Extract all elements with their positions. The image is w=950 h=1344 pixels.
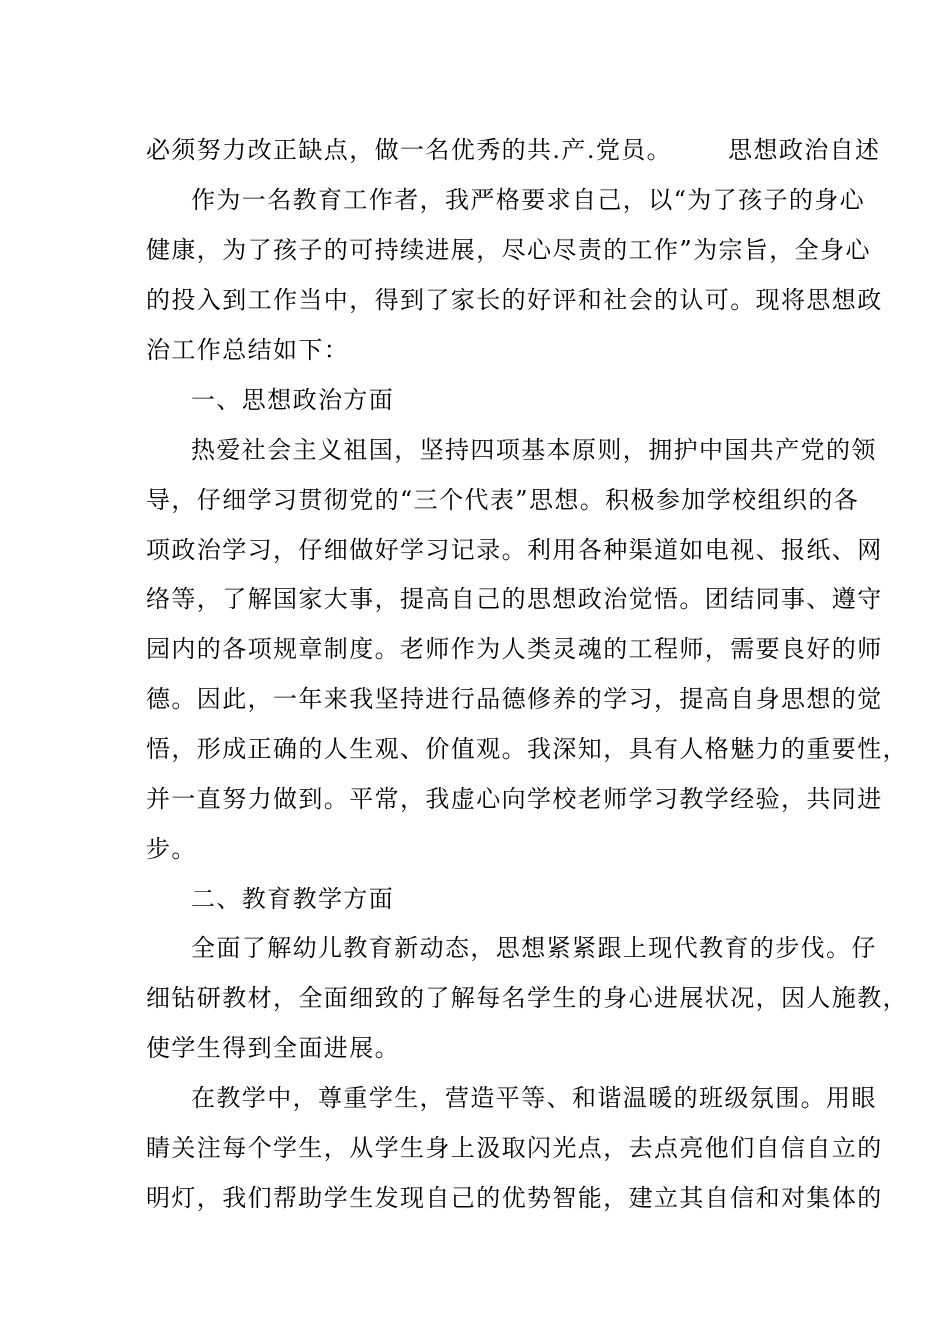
text-line: 并一直努力做到。平常，我虚心向学校老师学习教学经验，共同进 [146,785,883,813]
text-line: 项政治学习，仔细做好学习记录。利用各种渠道如电视、报纸、网 [146,536,883,564]
section-heading: 二、教育教学方面 [191,885,395,913]
document-title: 思想政治自述 [728,136,881,164]
text-line: 治工作总结如下： [146,336,350,364]
paragraph-first-line: 热爱社会主义祖国，坚持四项基本原则，拥护中国共产党的领 [191,436,877,464]
text-line: 络等，了解国家大事，提高自己的思想政治觉悟。团结同事、遵守 [146,585,883,613]
paragraph-first-line: 作为一名教育工作者，我严格要求自己，以“为了孩子的身心 [191,186,866,214]
paragraph-first-line: 在教学中，尊重学生，营造平等、和谐温暖的班级氛围。用眼 [191,1084,877,1112]
text-line: 明灯，我们帮助学生发现自己的优势智能，建立其自信和对集体的 [146,1184,883,1212]
text-line: 园内的各项规章制度。老师作为人类灵魂的工程师，需要良好的师 [146,635,883,663]
paragraph-first-line: 全面了解幼儿教育新动态，思想紧紧跟上现代教育的步伐。仔 [191,934,877,962]
text-line [146,135,880,165]
text-line: 睛关注每个学生，从学生身上汲取闪光点，去点亮他们自信自立的 [146,1134,883,1162]
text-line: 导，仔细学习贯彻党的“三个代表”思想。积极参加学校组织的各 [146,486,860,514]
text-line: 健康，为了孩子的可持续进展，尽心尽责的工作”为宗旨，全身心 [146,236,871,264]
text-line: 使学生得到全面进展。 [146,1034,400,1062]
text-line: 细钻研教材，全面细致的了解每名学生的身心进展状况，因人施教， [146,984,908,1012]
text-line: 悟，形成正确的人生观、价值观。我深知，具有人格魅力的重要性， [146,735,908,763]
section-heading: 一、思想政治方面 [191,386,395,414]
text-line: 德。因此，一年来我坚持进行品德修养的学习，提高自身思想的觉 [146,685,883,713]
text-line: 步。 [146,835,197,863]
text-line-content: 必须努力改正缺点，做一名优秀的共.产.党员。 [146,136,673,164]
text-line: 的投入到工作当中，得到了家长的好评和社会的认可。现将思想政 [146,286,883,314]
